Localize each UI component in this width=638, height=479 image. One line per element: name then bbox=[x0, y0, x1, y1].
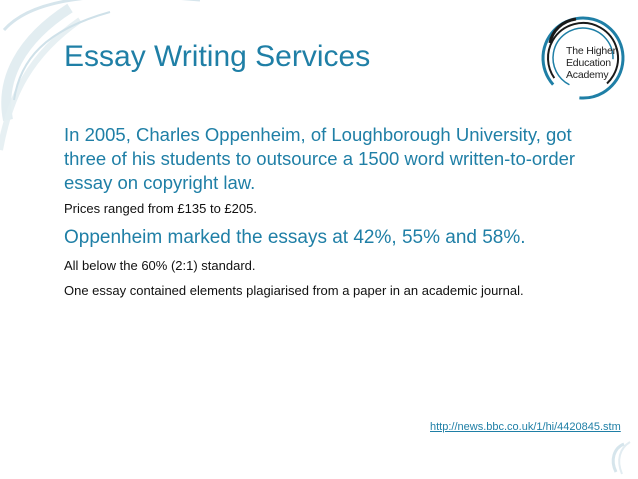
standard-line: All below the 60% (2:1) standard. bbox=[64, 258, 256, 273]
source-link[interactable]: http://news.bbc.co.uk/1/hi/4420845.stm bbox=[430, 421, 621, 433]
plagiarism-line: One essay contained elements plagiarised from a paper in an academic journal. bbox=[64, 283, 524, 298]
logo-line: Education bbox=[566, 57, 611, 69]
logo-text bbox=[566, 45, 616, 81]
logo-line: The Higher bbox=[566, 45, 616, 57]
intro-paragraph: In 2005, Charles Oppenheim, of Loughborough University, got three of his students to outsource a 1500 word written-to-order essay on copyright law. bbox=[64, 124, 576, 193]
logo-line: Academy bbox=[566, 69, 609, 81]
marks-line: Oppenheim marked the essays at 42%, 55% and 58%. bbox=[64, 227, 526, 248]
corner-decoration-icon bbox=[602, 440, 632, 476]
prices-line: Prices ranged from £135 to £205. bbox=[64, 201, 257, 216]
slide-title: Essay Writing Services bbox=[64, 40, 371, 73]
slide-body bbox=[64, 123, 604, 299]
